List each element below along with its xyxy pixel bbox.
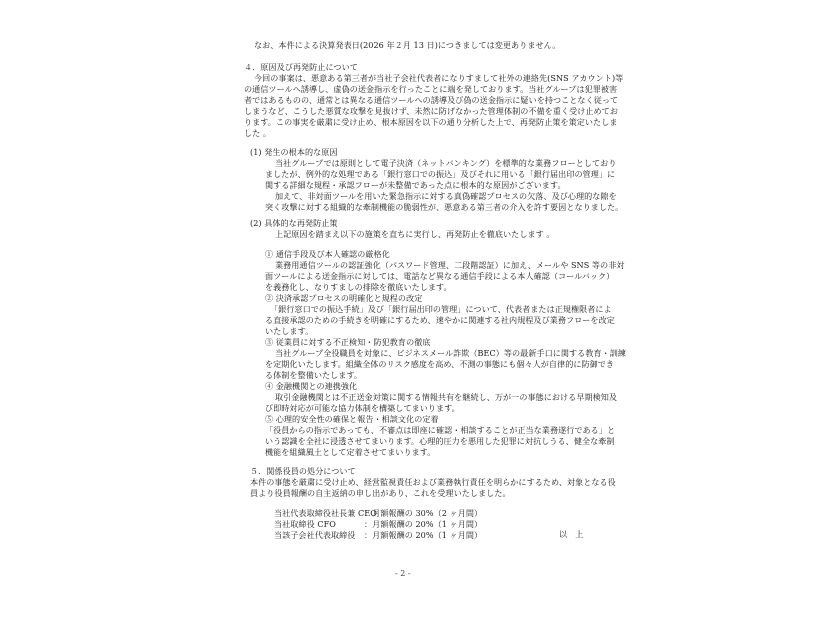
sub1-line: 当社グループでは原則として電子決済（ネットバンキング）を標準的な業務フローとしており	[275, 158, 617, 168]
section4-heading: ４．原因及び再発防止について	[244, 62, 358, 72]
measure-1-line: 業務用通信ツールの認証強化（パスワード管理、二段階認証）に加え、メールや SNS 等の非対	[275, 260, 625, 270]
measure-1-line: 面ツールによる送金指示に対しては、電話など異なる通信手段による本人確認（コールバック）	[265, 271, 615, 281]
measure-2-line: る直接承認のための手続きを明確にするため、速やかに関連する社内規程及び業務フローを改定	[265, 315, 615, 325]
measure-4-line: 取引金融機関とは不正送金対策に関する情報共有を継続し、万が一の事態における早期検知及	[275, 392, 618, 402]
measure-3-line: る体制を整備いたします。	[265, 370, 363, 380]
sanction-role: 当社取締役 CFO	[274, 519, 336, 529]
sanction-role: 当社代表取締役社長兼 CEO	[274, 508, 377, 518]
measure-2-line: 「銀行窓口での振込手続」及び「銀行届出印の管理」について、代表者または正規権限者によ	[270, 304, 612, 314]
note-line: なお、本件による決算発表日(2026 年２月 13 日)につきましては変更ありません。	[254, 40, 561, 50]
section4-intro-line: 今回の事案は、悪意ある第三者が当社子会社代表者になりすまして社外の連絡先(SNS アカウント)等	[254, 73, 624, 83]
sub2-heading: (2) 具体的な再発防止策	[250, 218, 338, 228]
sub1-line: 関する詳細な規程・承認フローが未整備であった点に根本的な原因がございます。	[265, 180, 566, 190]
sub2-intro: 上記原因を踏まえ以下の施策を直ちに実行し、再発防止を徹底いたします 。	[275, 229, 555, 239]
section5-heading: ５．関係役員の処分について	[250, 466, 356, 476]
measure-1-title: ① 通信手段及び本人確認の厳格化	[265, 249, 390, 259]
measure-2-line: いたします。	[265, 326, 314, 336]
measure-5-line: いう認識を全社に浸透させてまいります。心理的圧力を悪用した犯罪に対抗しうる、健全な牽制	[265, 436, 615, 446]
page-number: - 2 -	[395, 569, 411, 578]
sub1-line: 突く攻撃に対する組織的な牽制機能の脆弱性が、悪意ある第三者の介入を許す要因となりました。	[265, 202, 624, 212]
sanction-detail: ：月額報酬の 20%（1 ヶ月間）	[364, 530, 483, 540]
measure-1-line: を義務化し、なりすましの排除を徹底いたします。	[265, 282, 452, 292]
sub1-line: ましたが、例外的な処理である「銀行窓口での振込」及びそれに用いる「銀行届出印の管理」に	[265, 169, 616, 179]
measure-5-line: 機能を組織風土として定着させてまいります。	[265, 447, 436, 457]
section4-intro-line: の通信ツールへ誘導し、虚偽の送金指示を行ったことに端を発しております。当社グループは犯罪被害	[244, 84, 618, 94]
closing-mark: 以 上	[559, 529, 584, 539]
measure-5-line: 「役員からの指示であっても、不審点は即座に確認・相談することが正当な業務遂行である」と	[265, 425, 616, 435]
sanction-detail: ：月額報酬の 20%（1 ヶ月間）	[364, 519, 483, 529]
sub1-line: 加えて、非対面ツールを用いた緊急指示に対する真偽確認プロセスの欠落、及び心理的な隙を	[275, 191, 617, 201]
measure-2-title: ② 決済承認プロセスの明確化と規程の改定	[265, 293, 423, 303]
sub1-heading: (1) 発生の根本的な原因	[250, 147, 338, 157]
sanction-role: 当該子会社代表取締役	[274, 530, 356, 540]
measure-3-line: を定期化いたします。組織全体のリスク感度を高め、不測の事態にも個々人が自律的に防御でき	[265, 359, 615, 369]
measure-5-title: ⑤ 心理的安全性の確保と報告・相談文化の定着	[265, 414, 439, 424]
section5-line: 員より役員報酬の自主返納の申し出があり、これを受理いたしました。	[250, 488, 511, 498]
section5-line: 本件の事態を厳粛に受け止め、経営監視責任および業務執行責任を明らかにするため、対象となる役	[250, 477, 616, 487]
measure-3-line: 当社グループ全役職員を対象に、ビジネスメール詐欺（BEC）等の最新手口に関する教育・訓練	[275, 348, 627, 358]
sanction-detail: ：月額報酬の 30%（2 ヶ月間）	[364, 508, 483, 518]
section4-intro-line: 者ではあるものの、通常とは異なる通信ツールへの誘導及び偽の送金指示に疑いを持つことなく従って	[244, 95, 619, 105]
measure-4-line: び即時対応が可能な協力体制を構築してまいります。	[265, 403, 460, 413]
section4-intro-line: ります。この事実を厳粛に受け止め、根本原因を以下の通り分析した上で、再発防止策を策定いたしま	[244, 117, 618, 127]
section4-intro-line: した 。	[244, 128, 272, 138]
measure-3-title: ③ 従業員に対する不正検知・防犯教育の徹底	[265, 337, 431, 347]
section4-intro-line: しまうなど、こうした悪質な攻撃を見抜けず、未然に防げなかった管理体制の不備を重く受け止めてお	[244, 106, 618, 116]
measure-4-title: ④ 金融機関との連携強化	[265, 381, 358, 391]
